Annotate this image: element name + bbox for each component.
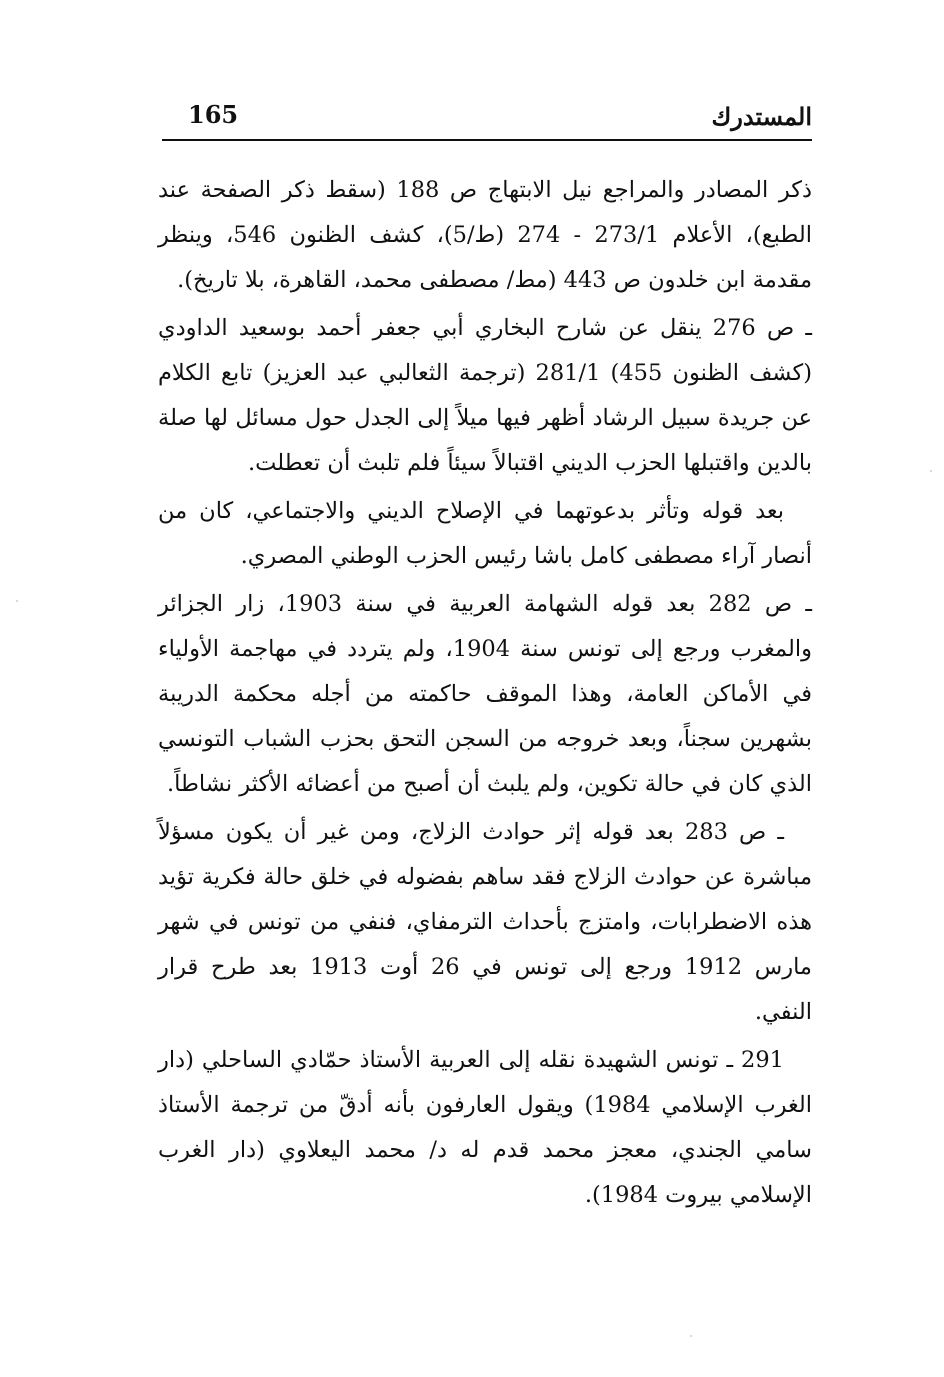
scan-speck bbox=[930, 470, 932, 472]
page-header bbox=[162, 100, 812, 140]
paragraph-sources: ذكر المصادر والمراجع نيل الابتهاج ص 188 (سقط ذكر الصفحة عند الطبع)، الأعلام 273/1 - 274 (ط/5)، كشف الظنون 546، وينظر مقدمة ابن خلدون ص 443 (مط/ مصطفى محمد، القاهرة، بلا تاريخ). bbox=[158, 177, 812, 293]
scan-speck bbox=[16, 600, 18, 602]
running-title: المستدرك bbox=[711, 102, 812, 131]
paragraph-reform-call: بعد قوله وتأثر بدعوتهما في الإصلاح الديني والاجتماعي، كان من أنصار آراء مصطفى كامل باشا رئيس الحزب الوطني المصري. bbox=[158, 498, 812, 569]
page-number: 165 bbox=[188, 100, 239, 129]
paragraph-page-291: 291 ـ تونس الشهيدة نقله إلى العربية الأستاذ حمّادي الساحلي (دار الغرب الإسلامي 1984) ويقول العارفون بأنه أدقّ من ترجمة الأستاذ سامي الجندي، معجز محمد قدم له د/ محمد اليعلاوي (دار الغرب الإسلامي بيروت 1984). bbox=[158, 1047, 812, 1208]
paragraph-page-282: ـ ص 282 بعد قوله الشهامة العربية في سنة 1903، زار الجزائر والمغرب ورجع إلى تونس سنة 1904، ولم يتردد في مهاجمة الأولياء في الأماكن العامة، وهذا الموقف حاكمته من أجله محكمة الدريبة بشهرين سجناً، وبعد خروجه من السجن التحق بحزب الشباب التونسي الذي كان في حالة تكوين، ولم يلبث أن أصبح من أعضائه الأكثر نشاطاً. bbox=[158, 591, 813, 797]
header-rule bbox=[162, 139, 812, 141]
page-body bbox=[158, 168, 812, 1221]
scan-speck bbox=[690, 1335, 692, 1337]
paragraph-page-276: ـ ص 276 ينقل عن شارح البخاري أبي جعفر أحمد بوسعيد الداودي (كشف الظنون 455) 281/1 (ترجمة الثعالبي عبد العزيز) تابع الكلام عن جريدة سبيل الرشاد أظهر فيها ميلاً إلى الجدل حول مسائل لها صلة بالدين واقتبلها الحزب الديني اقتبالاً سيئاً فلم تلبث أن تعطلت. bbox=[158, 315, 812, 476]
paragraph-page-283: ـ ص 283 بعد قوله إثر حوادث الزلاج، ومن غير أن يكون مسؤلاً مباشرة عن حوادث الزلاج فقد ساهم بفضوله في خلق حالة فكرية تؤيد هذه الاضطرابات، وامتزج بأحداث الترمفاي، فنفي من تونس في شهر مارس 1912 ورجع إلى تونس في 26 أوت 1913 بعد طرح قرار النفي. bbox=[158, 819, 812, 1025]
